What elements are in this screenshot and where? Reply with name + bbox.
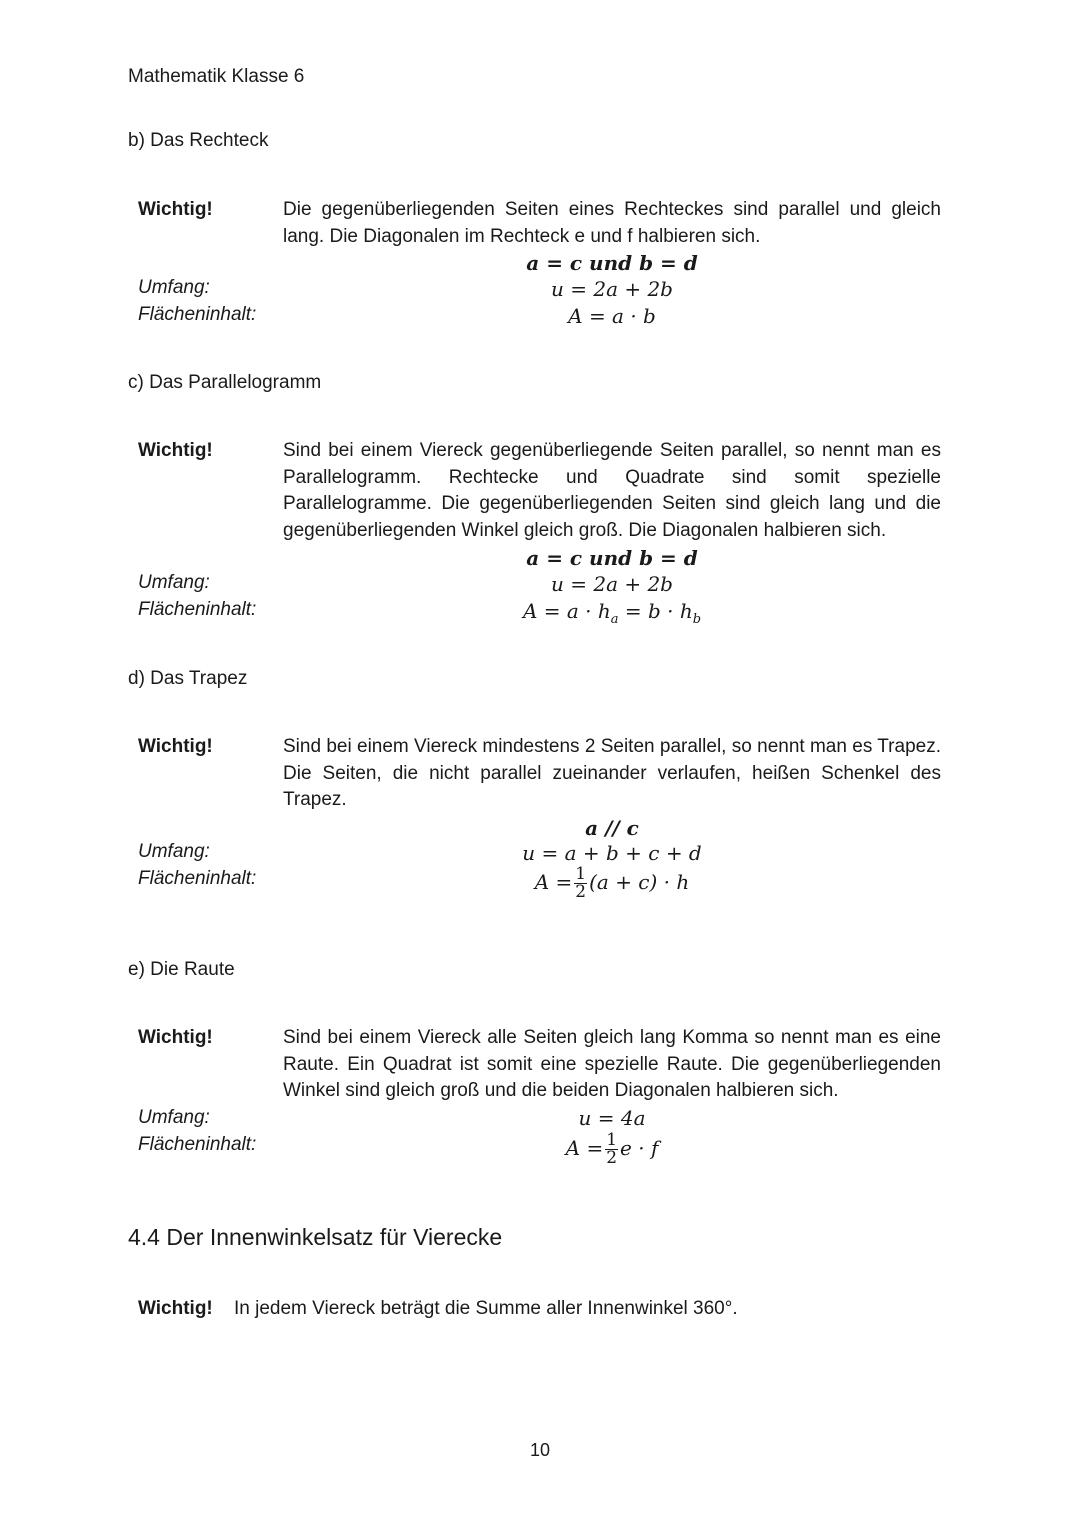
section-title-raute: e) Die Raute	[128, 959, 235, 980]
innenwinkel-text: In jedem Viereck beträgt die Summe aller Innenwinkel 360°.	[234, 1298, 738, 1319]
rechteck-sides-formula: a = c und b = d	[526, 251, 698, 275]
flaecheninhalt-label: Flächeninhalt:	[138, 1134, 257, 1155]
flaecheninhalt-label: Flächeninhalt:	[138, 868, 257, 889]
wichtig-label: Wichtig!	[138, 440, 213, 461]
parallelogramm-sides-formula: a = c und b = d	[526, 546, 698, 570]
page-header: Mathematik Klasse 6	[128, 66, 305, 87]
flaecheninhalt-label: Flächeninhalt:	[138, 304, 257, 325]
rechteck-text: Die gegenüberliegenden Seiten eines Rechteckes sind parallel und gleich lang. Die Diagonalen im Rechteck e und f halbieren sich.	[283, 199, 941, 247]
trapez-flaeche-formula: A = $\frac{1}{2}$ (a + c) · h	[534, 864, 690, 902]
raute-text: Sind bei einem Viereck alle Seiten gleich lang Komma so nennt man es eine Raute. Ein Quadrat ist somit eine spezielle Raute. Die gegenüberliegenden Winkel sind gleich groß und die beiden Diagonalen halbieren sich.	[283, 1027, 941, 1101]
rechteck-flaeche-formula: A = a · b	[568, 304, 656, 328]
raute-umfang-formula: u = 4a	[578, 1106, 646, 1130]
flaecheninhalt-label: Flächeninhalt:	[138, 599, 257, 620]
umfang-label: Umfang:	[138, 841, 210, 862]
trapez-umfang-formula: u = a + b + c + d	[522, 841, 702, 865]
wichtig-label: Wichtig!	[138, 736, 213, 757]
wichtig-label: Wichtig!	[138, 199, 213, 220]
umfang-label: Umfang:	[138, 572, 210, 593]
page-number: 10	[529, 1440, 551, 1460]
wichtig-label: Wichtig!	[138, 1298, 213, 1319]
umfang-label: Umfang:	[138, 1107, 210, 1128]
umfang-label: Umfang:	[138, 277, 210, 298]
wichtig-label: Wichtig!	[138, 1027, 213, 1048]
trapez-parallel-formula: a // c	[585, 816, 639, 840]
parallelogramm-text: Sind bei einem Viereck gegenüberliegende Seiten parallel, so nennt man es Parallelogramm. Rechtecke und Quadrate sind somit spezielle Parallelogramme. Die gegenüberliegenden Seiten sind gleich lang und die gegenüberliegenden Winkel gleich groß. Die Diagonalen halbieren sich.	[283, 440, 941, 541]
rechteck-umfang-formula: u = 2a + 2b	[550, 277, 673, 301]
raute-flaeche-formula: A = $\frac{1}{2}$ e · f	[565, 1130, 659, 1168]
parallelogramm-umfang-formula: u = 2a + 2b	[550, 572, 673, 596]
section-heading-innenwinkelsatz: 4.4 Der Innenwinkelsatz für Vierecke	[128, 1224, 503, 1250]
section-title-parallelogramm: c) Das Parallelogramm	[128, 372, 322, 393]
trapez-text: Sind bei einem Viereck mindestens 2 Seiten parallel, so nennt man es Trapez. Die Seiten, die nicht parallel zueinander verlaufen, heißen Schenkel des Trapez.	[283, 736, 941, 810]
section-title-rechteck: b) Das Rechteck	[128, 130, 269, 151]
section-title-trapez: d) Das Trapez	[128, 668, 248, 689]
parallelogramm-flaeche-formula: $A = a \cdot h_a = b \cdot h_b$	[522, 599, 702, 627]
